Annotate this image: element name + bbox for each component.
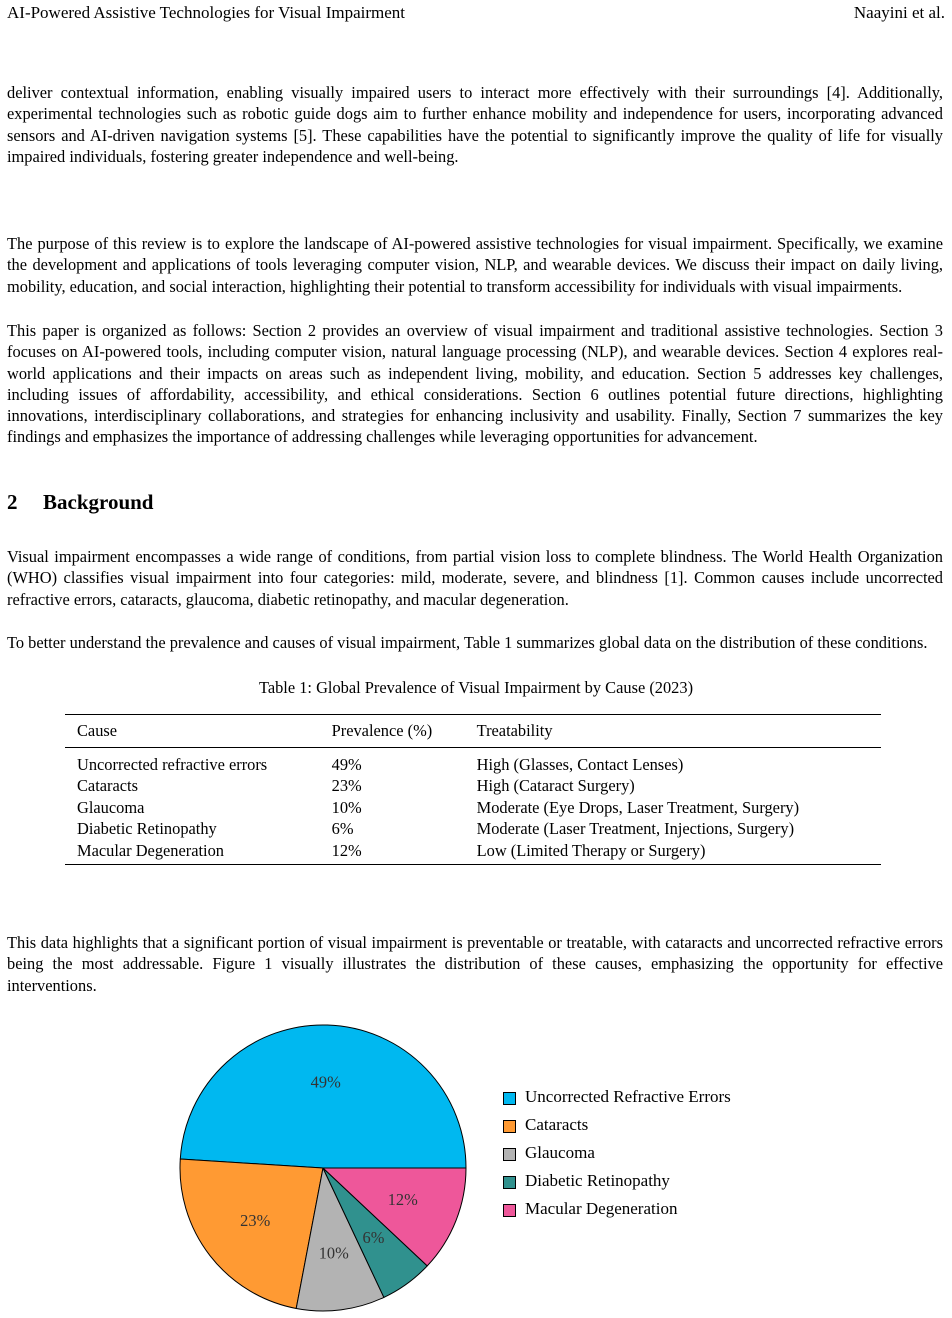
paragraph-intro-continued: deliver contextual information, enabling visually impaired users to interact more effectively with their surroundings [4]. Additionally, experimental technologies such as robotic guide dogs aim to further enhance mobility and independence for users, incorporating advanced sensors and AI-driven navigation systems [5]. These capabilities have the potential to significantly improve the quality of life for visually impaired individuals, fostering greater independence and well-being. <box>7 83 943 166</box>
header-cause: Cause <box>77 721 118 740</box>
section-number: 2 <box>7 490 18 514</box>
table-row <box>65 797 881 819</box>
legend-swatch <box>503 1120 516 1133</box>
cell-prevalence: 6% <box>331 819 354 839</box>
legend-swatch <box>503 1176 516 1189</box>
table-row <box>65 747 881 775</box>
cell-prevalence: 49% <box>331 754 362 774</box>
cell-cause: Glaucoma <box>77 797 145 817</box>
cell-treatability: Moderate (Laser Treatment, Injections, Surgery) <box>476 819 795 839</box>
table-row <box>65 840 881 864</box>
cell-prevalence: 10% <box>331 797 362 817</box>
legend-swatch <box>503 1148 516 1161</box>
table-header-row <box>65 715 881 748</box>
cell-cause: Macular Degeneration <box>77 840 224 860</box>
pie-label-glaucoma: 10% <box>318 1243 349 1263</box>
prevalence-table <box>65 714 881 865</box>
legend-label: Diabetic Retinopathy <box>525 1171 670 1190</box>
pie-slice-uncorrected-refractive-errors <box>180 1025 466 1168</box>
cell-cause: Uncorrected refractive errors <box>77 754 268 774</box>
legend-label: Uncorrected Refractive Errors <box>525 1087 731 1106</box>
running-header-title: AI-Powered Assistive Technologies for Visual Impairment <box>7 3 406 22</box>
legend-swatch <box>503 1092 516 1105</box>
legend-label: Glaucoma <box>525 1143 595 1162</box>
legend-label: Cataracts <box>525 1115 589 1134</box>
header-treatability: Treatability <box>476 721 553 740</box>
section-heading <box>7 490 154 515</box>
cell-treatability: Moderate (Eye Drops, Laser Treatment, Surgery) <box>476 797 800 817</box>
paragraph-organization: This paper is organized as follows: Section 2 provides an overview of visual impairment and traditional assistive technologies. Section 3 focuses on AI-powered tools, including computer vision, natural language processing (NLP), and wearable devices. Section 4 explores real-world applications and their impacts on areas such as independent living, mobility, and education. Section 5 addresses key challenges, including issues of affordability, accessibility, and ethical considerations. Section 6 outlines potential future directions, highlighting innovations, interdisciplinary collaborations, and strategies for enhancing inclusivity and usability. Finally, Section 7 summarizes the key findings and emphasizes the importance of addressing challenges while leveraging opportunities for advancement. <box>7 321 943 447</box>
cell-cause: Diabetic Retinopathy <box>77 819 217 839</box>
cell-treatability: High (Glasses, Contact Lenses) <box>476 754 684 774</box>
cell-cause: Cataracts <box>77 776 138 796</box>
cell-prevalence: 23% <box>331 776 362 796</box>
table-caption: Table 1: Global Prevalence of Visual Impairment by Cause (2023) <box>258 678 694 697</box>
cell-prevalence: 12% <box>331 840 362 860</box>
pie-label-uncorrected-refractive-errors: 49% <box>310 1072 341 1092</box>
running-header-authors: Naayini et al. <box>853 3 945 22</box>
legend-label: Macular Degeneration <box>525 1199 678 1218</box>
paragraph-background: Visual impairment encompasses a wide range of conditions, from partial vision loss to complete blindness. The World Health Organization (WHO) classifies visual impairment into four categories: mild, moderate, severe, and blindness [1]. Common causes include uncorrected refractive errors, cataracts, glaucoma, diabetic retinopathy, and macular degeneration. <box>7 547 943 609</box>
pie-label-macular-degeneration: 12% <box>387 1190 418 1210</box>
paragraph-table-intro: To better understand the prevalence and causes of visual impairment, Table 1 summarizes global data on the distribution of these conditions. <box>7 633 928 652</box>
header-prevalence: Prevalence (%) <box>331 721 433 740</box>
section-title: Background <box>43 490 154 514</box>
paragraph-figure-intro: This data highlights that a significant portion of visual impairment is preventable or treatable, with cataracts and uncorrected refractive errors being the most addressable. Figure 1 visually illustrates the distribution of these causes, emphasizing the opportunity for effective interventions. <box>7 933 943 995</box>
cell-treatability: High (Cataract Surgery) <box>476 776 635 796</box>
pie-label-diabetic-retinopathy: 6% <box>362 1227 385 1247</box>
table-row <box>65 775 881 797</box>
table-row <box>65 818 881 840</box>
paragraph-purpose: The purpose of this review is to explore the landscape of AI-powered assistive technologies for visual impairment. Specifically, we examine the development and applications of tools leveraging computer vision, NLP, and wearable devices. We discuss their impact on daily living, mobility, education, and social interaction, highlighting their potential to transform accessibility for individuals with visual impairments. <box>7 234 943 296</box>
pie-label-cataracts: 23% <box>240 1211 271 1231</box>
pie-chart <box>170 1020 480 1318</box>
legend-swatch <box>503 1204 516 1217</box>
cell-treatability: Low (Limited Therapy or Surgery) <box>476 840 706 860</box>
